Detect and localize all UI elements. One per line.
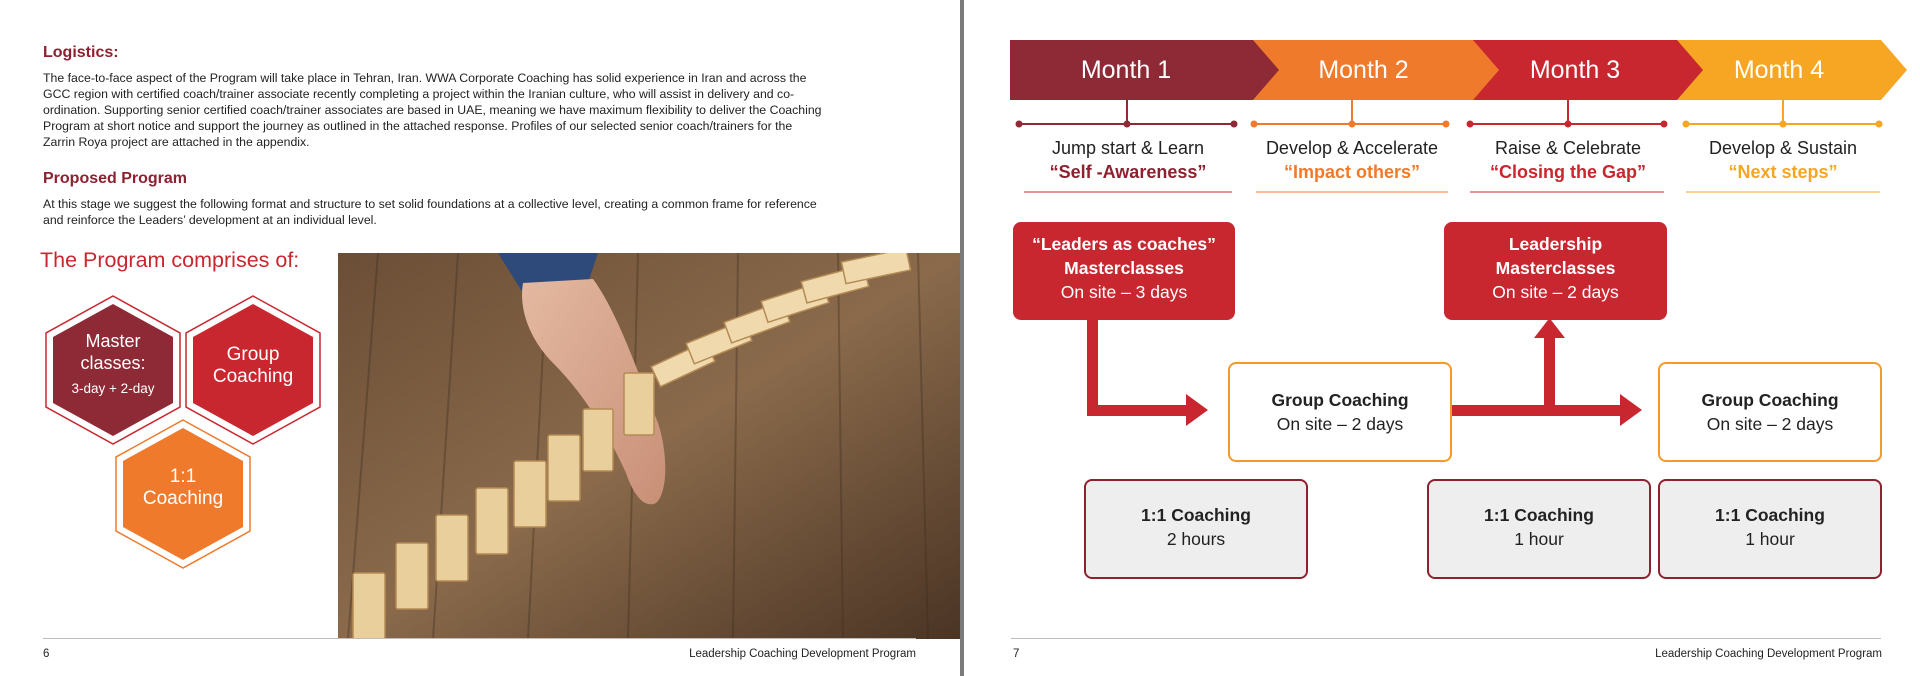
phase-2-title: Develop & Accelerate (1265, 138, 1439, 158)
proposed-line: At this stage we suggest the following format and structure to set solid foundations at a collective level, creating a common frame for reference (43, 197, 817, 211)
one-on-one-coaching-hexagon (108, 418, 258, 570)
month-3-label: Month 3 (1529, 56, 1621, 84)
phase-connectors (1016, 100, 1883, 128)
proposed-program-paragraph (43, 196, 817, 228)
logistics-line: GCC region with certified coach/trainer associate recently completing a project within the Iranian culture, who will assist in delivery and co- (43, 87, 795, 101)
dominoes-photo-icon (338, 253, 960, 639)
group-coaching-box-2: Group Coaching On site – 2 days (1658, 362, 1882, 462)
one-on-one-box-2: 1:1 Coaching 1 hour (1427, 479, 1651, 579)
footer-divider (1011, 638, 1881, 639)
one-on-one-coaching-label: 1:1 Coaching (142, 466, 224, 509)
logistics-heading: Logistics: (43, 44, 119, 61)
phase-4-quote: “Next steps” (1728, 162, 1838, 182)
month-2-label: Month 2 (1318, 56, 1409, 84)
footer-divider (43, 638, 916, 639)
footer-title: Leadership Coaching Development Program (1655, 648, 1882, 660)
proposed-line: and reinforce the Leaders’ development at an individual level. (43, 213, 377, 227)
logistics-line: The face-to-face aspect of the Program will take place in Tehran, Iran. WWA Corporate Coaching has solid experience in Iran and across the (43, 71, 807, 85)
one-on-one-box-1: 1:1 Coaching 2 hours (1084, 479, 1308, 579)
footer-title: Leadership Coaching Development Program (689, 648, 916, 660)
master-classes-label: Master classes: 3-day + 2-day (71, 331, 155, 396)
phase-2-quote: “Impact others” (1283, 162, 1421, 182)
phase-3-quote: “Closing the Gap” (1489, 162, 1646, 182)
month-1-label: Month 1 (1080, 56, 1172, 84)
month-4-label: Month 4 (1733, 56, 1825, 84)
logistics-paragraph (43, 70, 822, 150)
logistics-line: Zarrin Roya project are attached in the appendix. (43, 135, 310, 149)
phase-4-title: Develop & Sustain (1708, 138, 1858, 158)
right-page (964, 0, 1920, 676)
page-number: 6 (43, 648, 50, 660)
phase-3-title: Raise & Celebrate (1494, 138, 1642, 158)
logistics-line: ordination. Supporting senior certified coach/trainer associates are based in UAE, meaning we have maximum flexibility to deliver the Coaching (43, 103, 822, 117)
one-on-one-box-3: 1:1 Coaching 1 hour (1658, 479, 1882, 579)
masterclass-box-2: Leadership Masterclasses On site – 2 days (1444, 222, 1667, 320)
logistics-line: Program at short notice and support the journey as outlined in the attached response. Profiles of our selected senior coach/trainers for the (43, 119, 793, 133)
phase-1-quote: “Self -Awareness” (1049, 162, 1207, 182)
proposed-program-heading: Proposed Program (43, 170, 188, 187)
masterclass-box-1: “Leaders as coaches” Masterclasses On site – 3 days (1013, 222, 1235, 320)
group-coaching-box-1: Group Coaching On site – 2 days (1228, 362, 1452, 462)
program-comprises-title: The Program comprises of: (40, 248, 300, 272)
group-coaching-label: Group Coaching (212, 344, 294, 387)
page-number: 7 (1013, 648, 1020, 660)
hand-stopping-dominoes-photo (338, 253, 960, 639)
phase-1-title: Jump start & Learn (1051, 138, 1205, 158)
